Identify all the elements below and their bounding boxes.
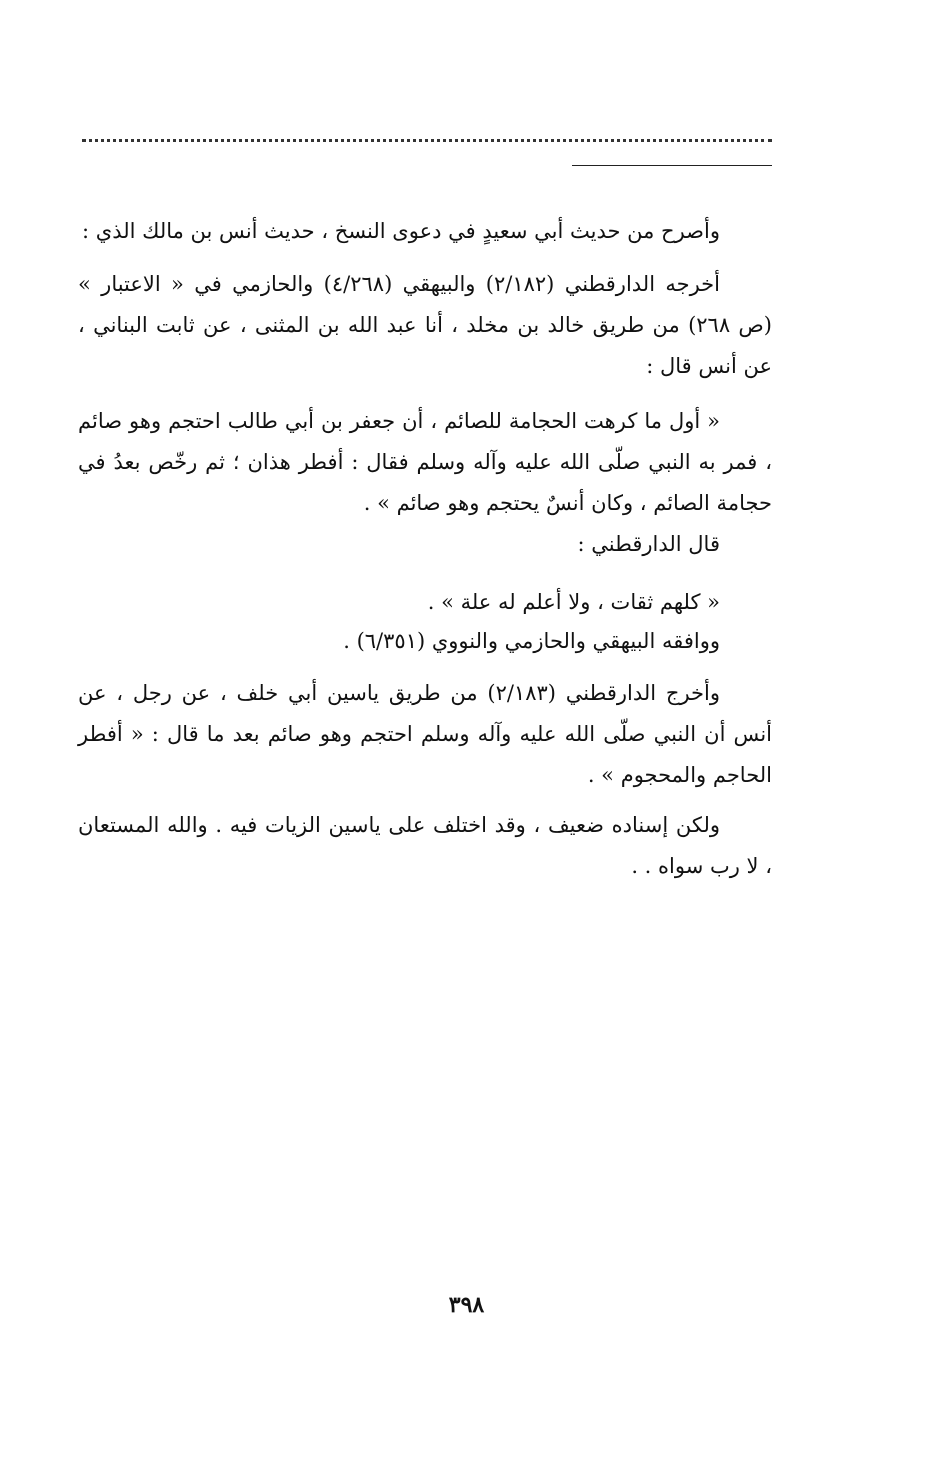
- paragraph-conclusion: ولكن إسناده ضعيف ، وقد اختلف على ياسين الزيات فيه . والله المستعان ، لا رب سواه . .: [78, 813, 772, 878]
- page-number: ٣٩٨: [448, 1292, 485, 1318]
- paragraph-daraqutni-said: قال الدارقطني :: [577, 532, 720, 556]
- paragraph-hadith-quote: « أول ما كرهت الحجامة للصائم ، أن جعفر بن أبي طالب احتجم وهو صائم ، فمر به النبي صلّى الله عليه وآله وسلم فقال : أفطر هذان ؛ ثم رخّص بعدُ في حجامة الصائم ، وكان أنسٌ يحتجم وهو صائم » .: [78, 409, 772, 515]
- paragraph-second-narration: وأخرج الدارقطني (٢/١٨٣) من طريق ياسين أبي خلف ، عن رجل ، عن أنس أن النبي صلّى الله عليه وآله وسلم احتجم وهو صائم بعد ما قال : « أفطر الحاجم والمحجوم » .: [78, 681, 772, 787]
- paragraph-intro: وأصرح من حديث أبي سعيدٍ في دعوى النسخ ، حديث أنس بن مالك الذي :: [82, 219, 720, 243]
- paragraph-agreement: ووافقه البيهقي والحازمي والنووي (٦/٣٥١) .: [343, 629, 720, 653]
- paragraph-daraqutni-quote: « كلهم ثقات ، ولا أعلم له علة » .: [427, 590, 720, 614]
- dotted-separator: [82, 139, 772, 142]
- paragraph-takhrij: أخرجه الدارقطني (٢/١٨٢) والبيهقي (٤/٢٦٨) والحازمي في « الاعتبار » (ص ٢٦٨) من طريق خالد بن مخلد ، أنا عبد الله بن المثنى ، عن ثابت البناني ، عن أنس قال :: [78, 272, 772, 378]
- footnote-rule: [572, 165, 772, 166]
